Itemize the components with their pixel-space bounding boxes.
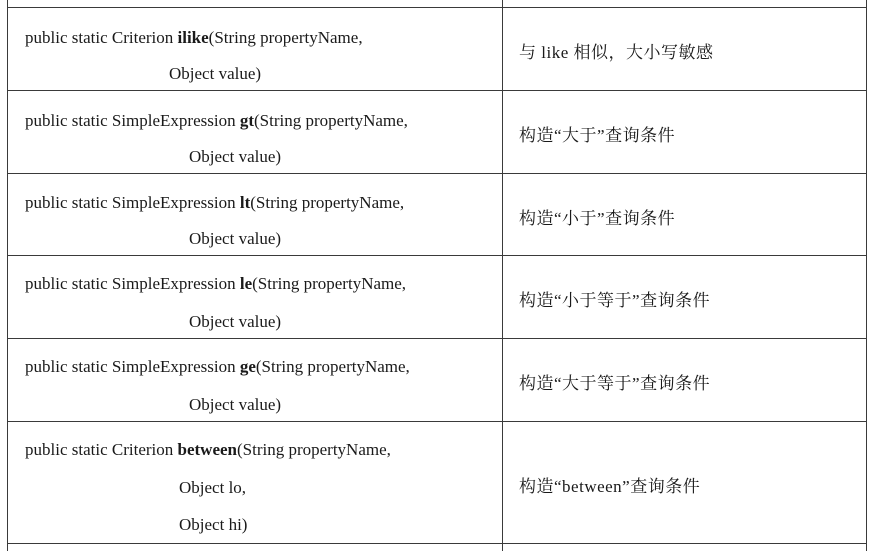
signature-prefix: public static SimpleExpression — [25, 193, 240, 212]
signature-prefix: public static SimpleExpression — [25, 111, 240, 130]
table-row — [7, 173, 867, 255]
signature-args: (String propertyName, — [250, 193, 405, 212]
method-name: le — [239, 274, 253, 293]
method-signature — [25, 275, 406, 292]
method-name: between — [177, 440, 237, 459]
signature-continuation: Object value) — [189, 147, 282, 166]
row-divider — [7, 543, 867, 544]
signature-prefix: public static SimpleExpression — [25, 274, 240, 293]
signature-continuation: Object hi) — [179, 515, 248, 534]
signature-prefix: public static Criterion — [25, 440, 178, 459]
method-signature — [25, 112, 408, 129]
signature-continuation: Object lo, — [179, 478, 247, 497]
signature-args: (String propertyName, — [252, 274, 407, 293]
table-row — [7, 90, 867, 173]
method-description: 构造“大于”查询条件 — [519, 126, 676, 145]
method-signature — [25, 194, 404, 211]
method-description: 构造“小于”查询条件 — [519, 209, 676, 228]
signature-prefix: public static Criterion — [25, 28, 178, 47]
signature-continuation: Object value) — [189, 229, 282, 248]
signature-args: (String propertyName, — [255, 357, 410, 376]
table-row — [7, 255, 867, 338]
method-name: lt — [239, 193, 251, 212]
signature-continuation: Object value) — [189, 395, 282, 414]
method-signature — [25, 441, 391, 458]
method-description: 构造“大于等于”查询条件 — [519, 374, 711, 393]
method-description: 与 like 相似，大小写敏感 — [519, 43, 714, 62]
table-row — [7, 7, 867, 90]
method-name: ilike — [177, 28, 209, 47]
table-row — [7, 421, 867, 543]
method-name: ge — [239, 357, 256, 376]
signature-args: (String propertyName, — [208, 28, 363, 47]
signature-prefix: public static SimpleExpression — [25, 357, 240, 376]
signature-continuation: Object value) — [189, 312, 282, 331]
signature-continuation: Object value) — [169, 64, 262, 83]
method-signature — [25, 29, 363, 46]
method-name: gt — [239, 111, 255, 130]
method-signature — [25, 358, 410, 375]
signature-args: (String propertyName, — [254, 111, 408, 130]
table-row — [7, 338, 867, 421]
signature-args: (String propertyName, — [236, 440, 391, 459]
method-description: 构造“小于等于”查询条件 — [519, 291, 711, 310]
method-description: 构造“between”查询条件 — [519, 477, 701, 496]
